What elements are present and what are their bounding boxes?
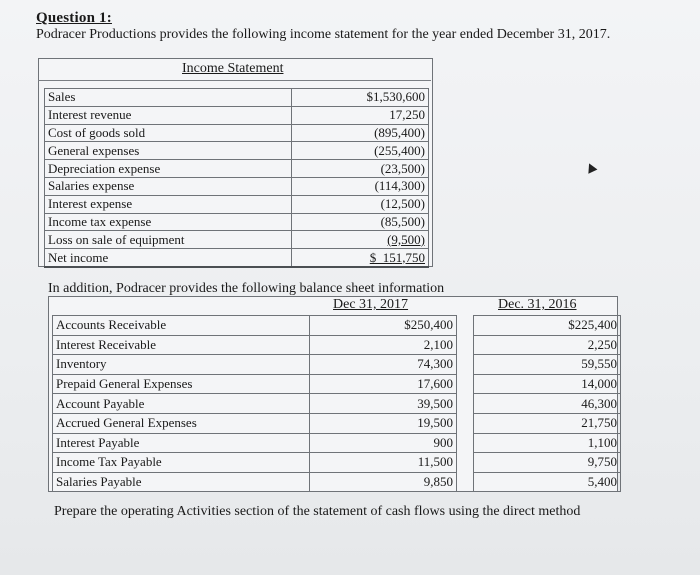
row-value: (12,500) [292, 195, 429, 213]
table-row [45, 160, 429, 178]
value-2017: 74,300 [310, 355, 457, 375]
row-label: General expenses [45, 142, 292, 160]
value-2016: 46,300 [474, 394, 621, 414]
table-row [45, 195, 429, 213]
balance-sheet-intro: In addition, Podracer provides the following balance sheet information [48, 281, 445, 296]
table-row [45, 231, 429, 249]
question-intro: Podracer Productions provides the following income statement for the year ended December 31, 2017. [36, 27, 611, 42]
balance-sheet-table [52, 315, 621, 492]
value-2016: 59,550 [474, 355, 621, 375]
table-row [53, 433, 621, 453]
row-label: Cost of goods sold [45, 124, 292, 142]
row-value: (85,500) [292, 213, 429, 231]
mouse-pointer-icon [585, 161, 598, 173]
value-2017: 2,100 [310, 335, 457, 355]
balance-sheet-col-2016-header: Dec. 31, 2016 [498, 297, 577, 312]
income-statement-table [44, 88, 429, 268]
table-row [45, 177, 429, 195]
value-2016: 5,400 [474, 472, 621, 492]
table-row [53, 472, 621, 492]
table-row [53, 394, 621, 414]
net-income-value: $ 151,750 [369, 249, 425, 265]
row-label: Accounts Receivable [53, 316, 310, 336]
row-label: Accrued General Expenses [53, 413, 310, 433]
value-2017: 9,850 [310, 472, 457, 492]
row-label: Interest Payable [53, 433, 310, 453]
value-2017: 19,500 [310, 413, 457, 433]
row-label: Sales [45, 89, 292, 107]
row-value [292, 249, 429, 267]
row-value: (255,400) [292, 142, 429, 160]
income-statement-header: Income Statement [182, 61, 284, 76]
value-2017: 11,500 [310, 453, 457, 473]
row-label: Salaries Payable [53, 472, 310, 492]
row-value-underlined: (9,500) [387, 231, 425, 247]
table-row [45, 142, 429, 160]
row-label: Income Tax Payable [53, 453, 310, 473]
balance-sheet-col-2017-header: Dec 31, 2017 [333, 297, 409, 312]
row-label: Net income [45, 249, 292, 267]
row-label: Interest revenue [45, 106, 292, 124]
value-2017: 900 [310, 433, 457, 453]
row-label: Interest Receivable [53, 335, 310, 355]
value-2017: 39,500 [310, 394, 457, 414]
table-row [45, 124, 429, 142]
row-value: 17,250 [292, 106, 429, 124]
income-statement-header-rule [38, 80, 431, 81]
row-value: (895,400) [292, 124, 429, 142]
table-row [45, 213, 429, 231]
row-label: Account Payable [53, 394, 310, 414]
value-2017: 17,600 [310, 374, 457, 394]
row-value: (23,500) [292, 160, 429, 178]
row-label: Prepaid General Expenses [53, 374, 310, 394]
row-label: Loss on sale of equipment [45, 231, 292, 249]
table-row [53, 316, 621, 336]
row-label: Salaries expense [45, 177, 292, 195]
value-2016: 14,000 [474, 374, 621, 394]
table-row [53, 335, 621, 355]
row-label: Inventory [53, 355, 310, 375]
row-label: Interest expense [45, 195, 292, 213]
row-label: Income tax expense [45, 213, 292, 231]
value-2016: 9,750 [474, 453, 621, 473]
row-label: Depreciation expense [45, 160, 292, 178]
row-value: $1,530,600 [292, 89, 429, 107]
task-prompt: Prepare the operating Activities section of the statement of cash flows using the direct method [54, 504, 581, 519]
table-row [53, 413, 621, 433]
value-2016: 21,750 [474, 413, 621, 433]
row-value: (114,300) [292, 177, 429, 195]
table-row [45, 249, 429, 267]
value-2016: $225,400 [474, 316, 621, 336]
value-2016: 1,100 [474, 433, 621, 453]
question-title: Question 1: [36, 10, 112, 26]
table-row [53, 355, 621, 375]
table-row [53, 374, 621, 394]
table-row [45, 89, 429, 107]
table-row [53, 453, 621, 473]
value-2016: 2,250 [474, 335, 621, 355]
row-value [292, 231, 429, 249]
value-2017: $250,400 [310, 316, 457, 336]
table-row [45, 106, 429, 124]
